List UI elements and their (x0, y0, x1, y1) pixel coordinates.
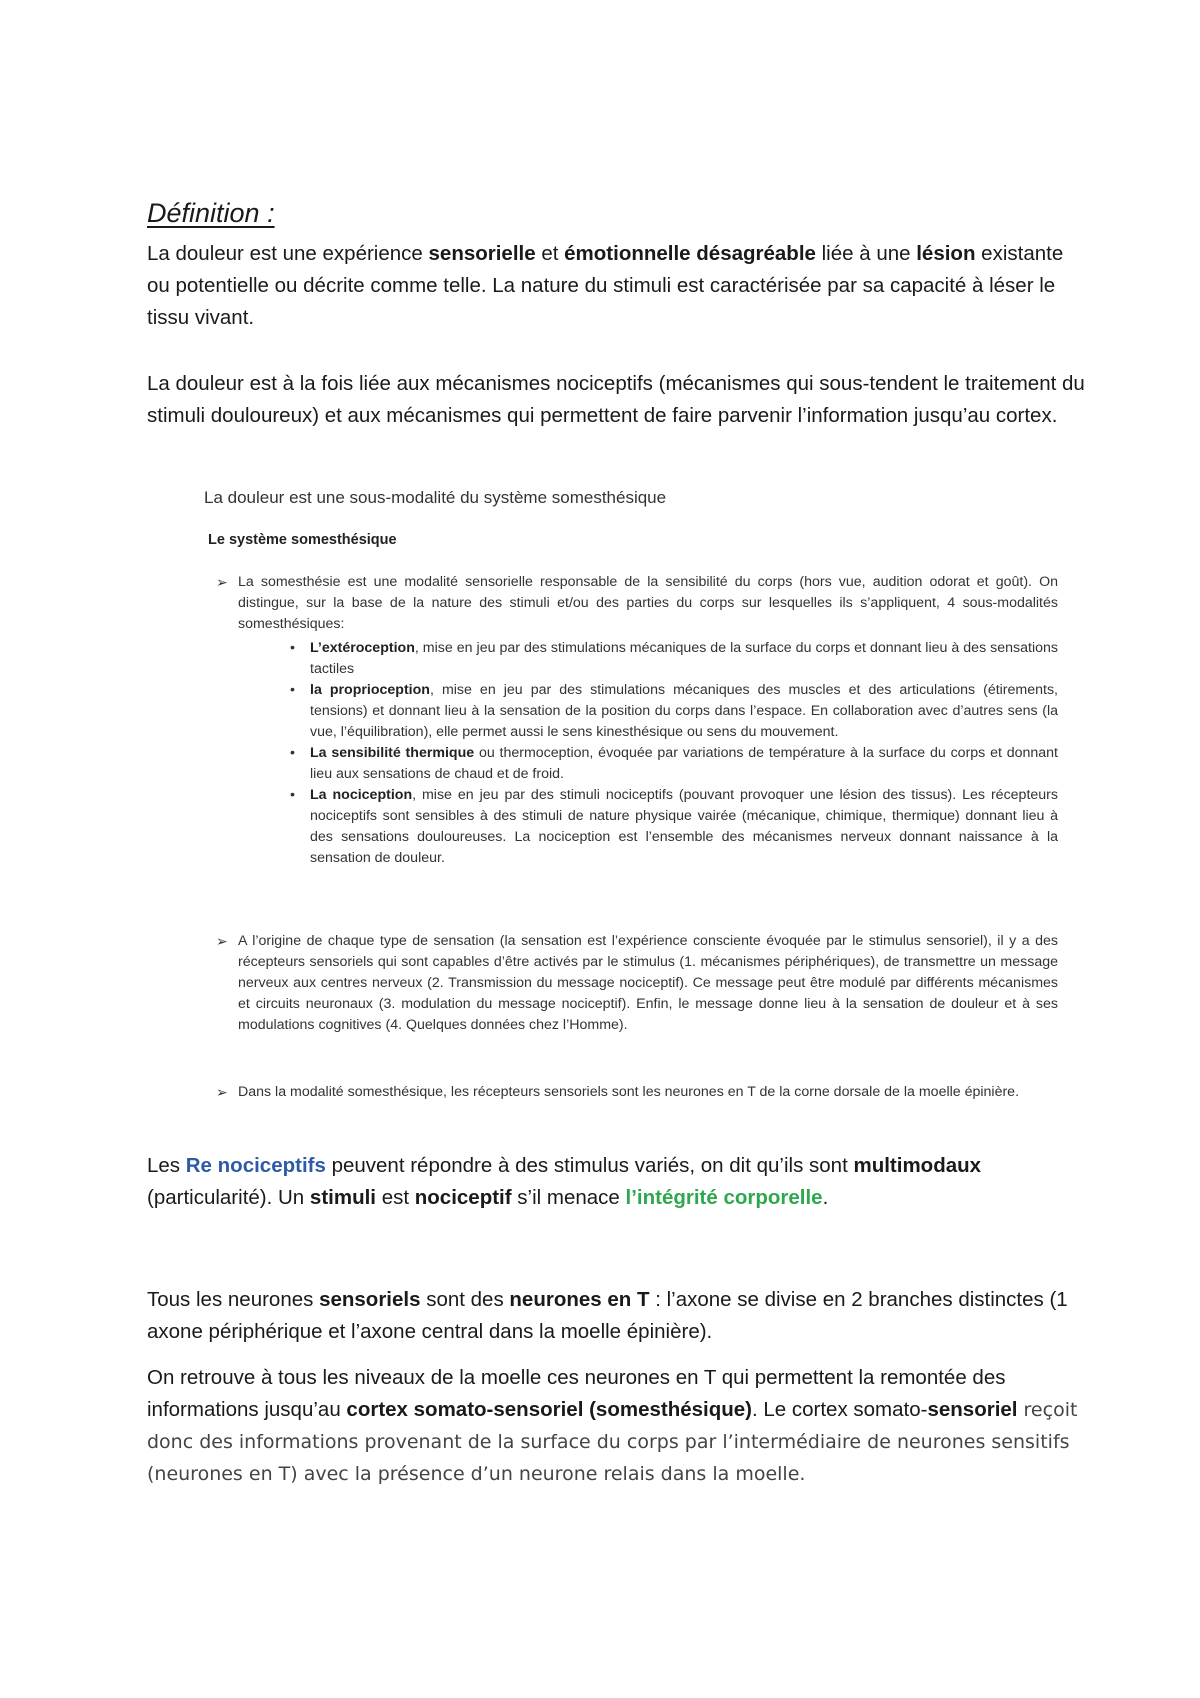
figure-title: La douleur est une sous-modalité du système somesthésique (204, 488, 667, 507)
list-item-text: , mise en jeu par des stimuli nociceptifs (pouvant provoquer une lésion des tissus). Les récepteurs nociceptifs sont sensibles à des stimuli de nature physique vairée (mécanique, chimique, thermique) donnant lieu à des sensations douloureuses. La nociception est l’ensemble des mécanismes nerveux donnant naissance à la sensation de douleur. (310, 787, 1058, 866)
arrow-bullet-icon: ➢ (216, 574, 228, 590)
arrow-bullet-icon: ➢ (216, 933, 228, 949)
highlight-term-green: l’intégrité corporelle (625, 1186, 823, 1209)
text-run: Tous les neurones (147, 1288, 320, 1311)
list-item (290, 680, 1058, 743)
arrow-item-receptors (216, 1082, 1058, 1103)
list-item-text: ou thermoception, évoquée par variations de température à la surface du corps et donnant lieu aux sensations de chaud et de froid. (310, 745, 1058, 782)
bullet-dot-icon: • (290, 787, 295, 803)
text-run: . Le cortex somato- (752, 1398, 928, 1421)
list-item (290, 785, 1058, 869)
paragraph-cortex (147, 1362, 1087, 1490)
arrow-item-text: Dans la modalité somesthésique, les récepteurs sensoriels sont les neurones en T de la corne dorsale de la moelle épinière. (238, 1084, 1020, 1100)
bullet-dot-icon: • (290, 745, 295, 761)
bold-term: stimuli (309, 1186, 376, 1209)
text-run: sont des (420, 1288, 510, 1311)
paragraph-mechanisms: La douleur est à la fois liée aux mécanismes nociceptifs (mécanismes qui sous-tendent le traitement du stimuli douloureux) et aux mécanismes qui permettent de faire parvenir l’information jusqu’au cortex. (147, 372, 1085, 427)
text-run: liée à une (815, 242, 917, 265)
arrow-bullet-icon: ➢ (216, 1084, 228, 1100)
bold-term: multimodaux (853, 1154, 982, 1177)
bold-term: L’extéroception (310, 640, 415, 656)
arrow-item-origin (216, 931, 1058, 1036)
text-run: reçoit donc des informations provenant de la surface du corps par l’intermédiaire de neurones sensitifs (neurones en T) avec la présence d’un neurone relais dans la moelle. (147, 1399, 1078, 1485)
list-item-text: , mise en jeu par des stimulations mécaniques des muscles et des articulations (étirements, tensions) et donnant lieu à la sensation de la position du corps dans l’espace. En collaboration avec d’autres sens (la vue, l’équilibration), elle permet aussi le sens kinesthésique ou sens du mouvement. (310, 682, 1059, 740)
bold-term: nociceptif (414, 1186, 512, 1209)
bullet-dot-icon: • (290, 682, 295, 698)
bullet-dot-icon: • (290, 640, 295, 656)
text-run: . (822, 1186, 829, 1209)
bold-term: La nociception (310, 787, 413, 803)
arrow-item-text: La somesthésie est une modalité sensorielle responsable de la sensibilité du corps (hors vue, audition odorat et goût). On distingue, sur la base de la nature des stimuli et/ou des parties du corps sur lesquelles ils s’appliquent, 4 sous-modalités somesthésiques: (238, 574, 1058, 632)
bold-term: cortex somato-sensoriel (somesthésique) (346, 1398, 752, 1421)
highlight-term-blue: Re nociceptifs (185, 1154, 326, 1177)
text-run: (particularité). Un (147, 1186, 310, 1209)
bold-term: sensoriel (927, 1398, 1018, 1421)
text-run: La douleur est une expérience (147, 242, 429, 265)
arrow-item-somesthesia (216, 572, 1058, 635)
text-run: existante ou potentielle ou décrite comme telle. La nature du stimuli est caractérisée par sa capacité à léser le tissu vivant. (147, 242, 1064, 329)
paragraph-definition (147, 238, 1087, 334)
text-run: Les (147, 1154, 186, 1177)
list-item (290, 638, 1058, 680)
bold-term: neurones en T (509, 1288, 650, 1311)
paragraph-t-neurons (147, 1284, 1087, 1348)
text-run: s’il menace (511, 1186, 626, 1209)
bold-term: lésion (916, 242, 976, 265)
bold-term: la proprioception (310, 682, 430, 698)
bold-term: sensoriels (319, 1288, 421, 1311)
list-item (290, 743, 1058, 785)
paragraph-nociceptors (147, 1150, 1087, 1214)
bold-term: La sensibilité thermique (310, 745, 475, 761)
figure-subtitle: Le système somesthésique (208, 532, 397, 548)
section-heading: Définition : (147, 198, 275, 228)
arrow-item-text: A l’origine de chaque type de sensation (la sensation est l’expérience consciente évoquée par le stimulus sensoriel), il y a des récepteurs sensoriels qui sont capables d’être activés par le stimulus (1. mécanismes périphériques), de transmettre un message nerveux aux centres nerveux (2. Transmission du message nociceptif). Ce message peut être modulé par différents mécanismes et circuits neuronaux (3. modulation du message nociceptif). Enfin, le message donne lieu à la sensation de douleur et à ses modulations cognitives (4. Quelques données chez l’Homme). (238, 933, 1058, 1033)
sub-modalities-list (290, 638, 1058, 869)
bold-term: émotionnelle désagréable (564, 242, 816, 265)
text-run: est (376, 1186, 415, 1209)
text-run: : l’axone se divise en 2 branches distinctes (1 axone périphérique et l’axone central dans la moelle épinière). (147, 1288, 1068, 1343)
bold-term: sensorielle (428, 242, 536, 265)
list-item-text: , mise en jeu par des stimulations mécaniques de la surface du corps et donnant lieu à des sensations tactiles (310, 640, 1058, 677)
text-run: On retrouve à tous les niveaux de la moelle ces neurones en T qui permettent la remontée des informations jusqu’au (147, 1366, 1006, 1421)
text-run: et (535, 242, 565, 265)
text-run: peuvent répondre à des stimulus variés, on dit qu’ils sont (325, 1154, 854, 1177)
